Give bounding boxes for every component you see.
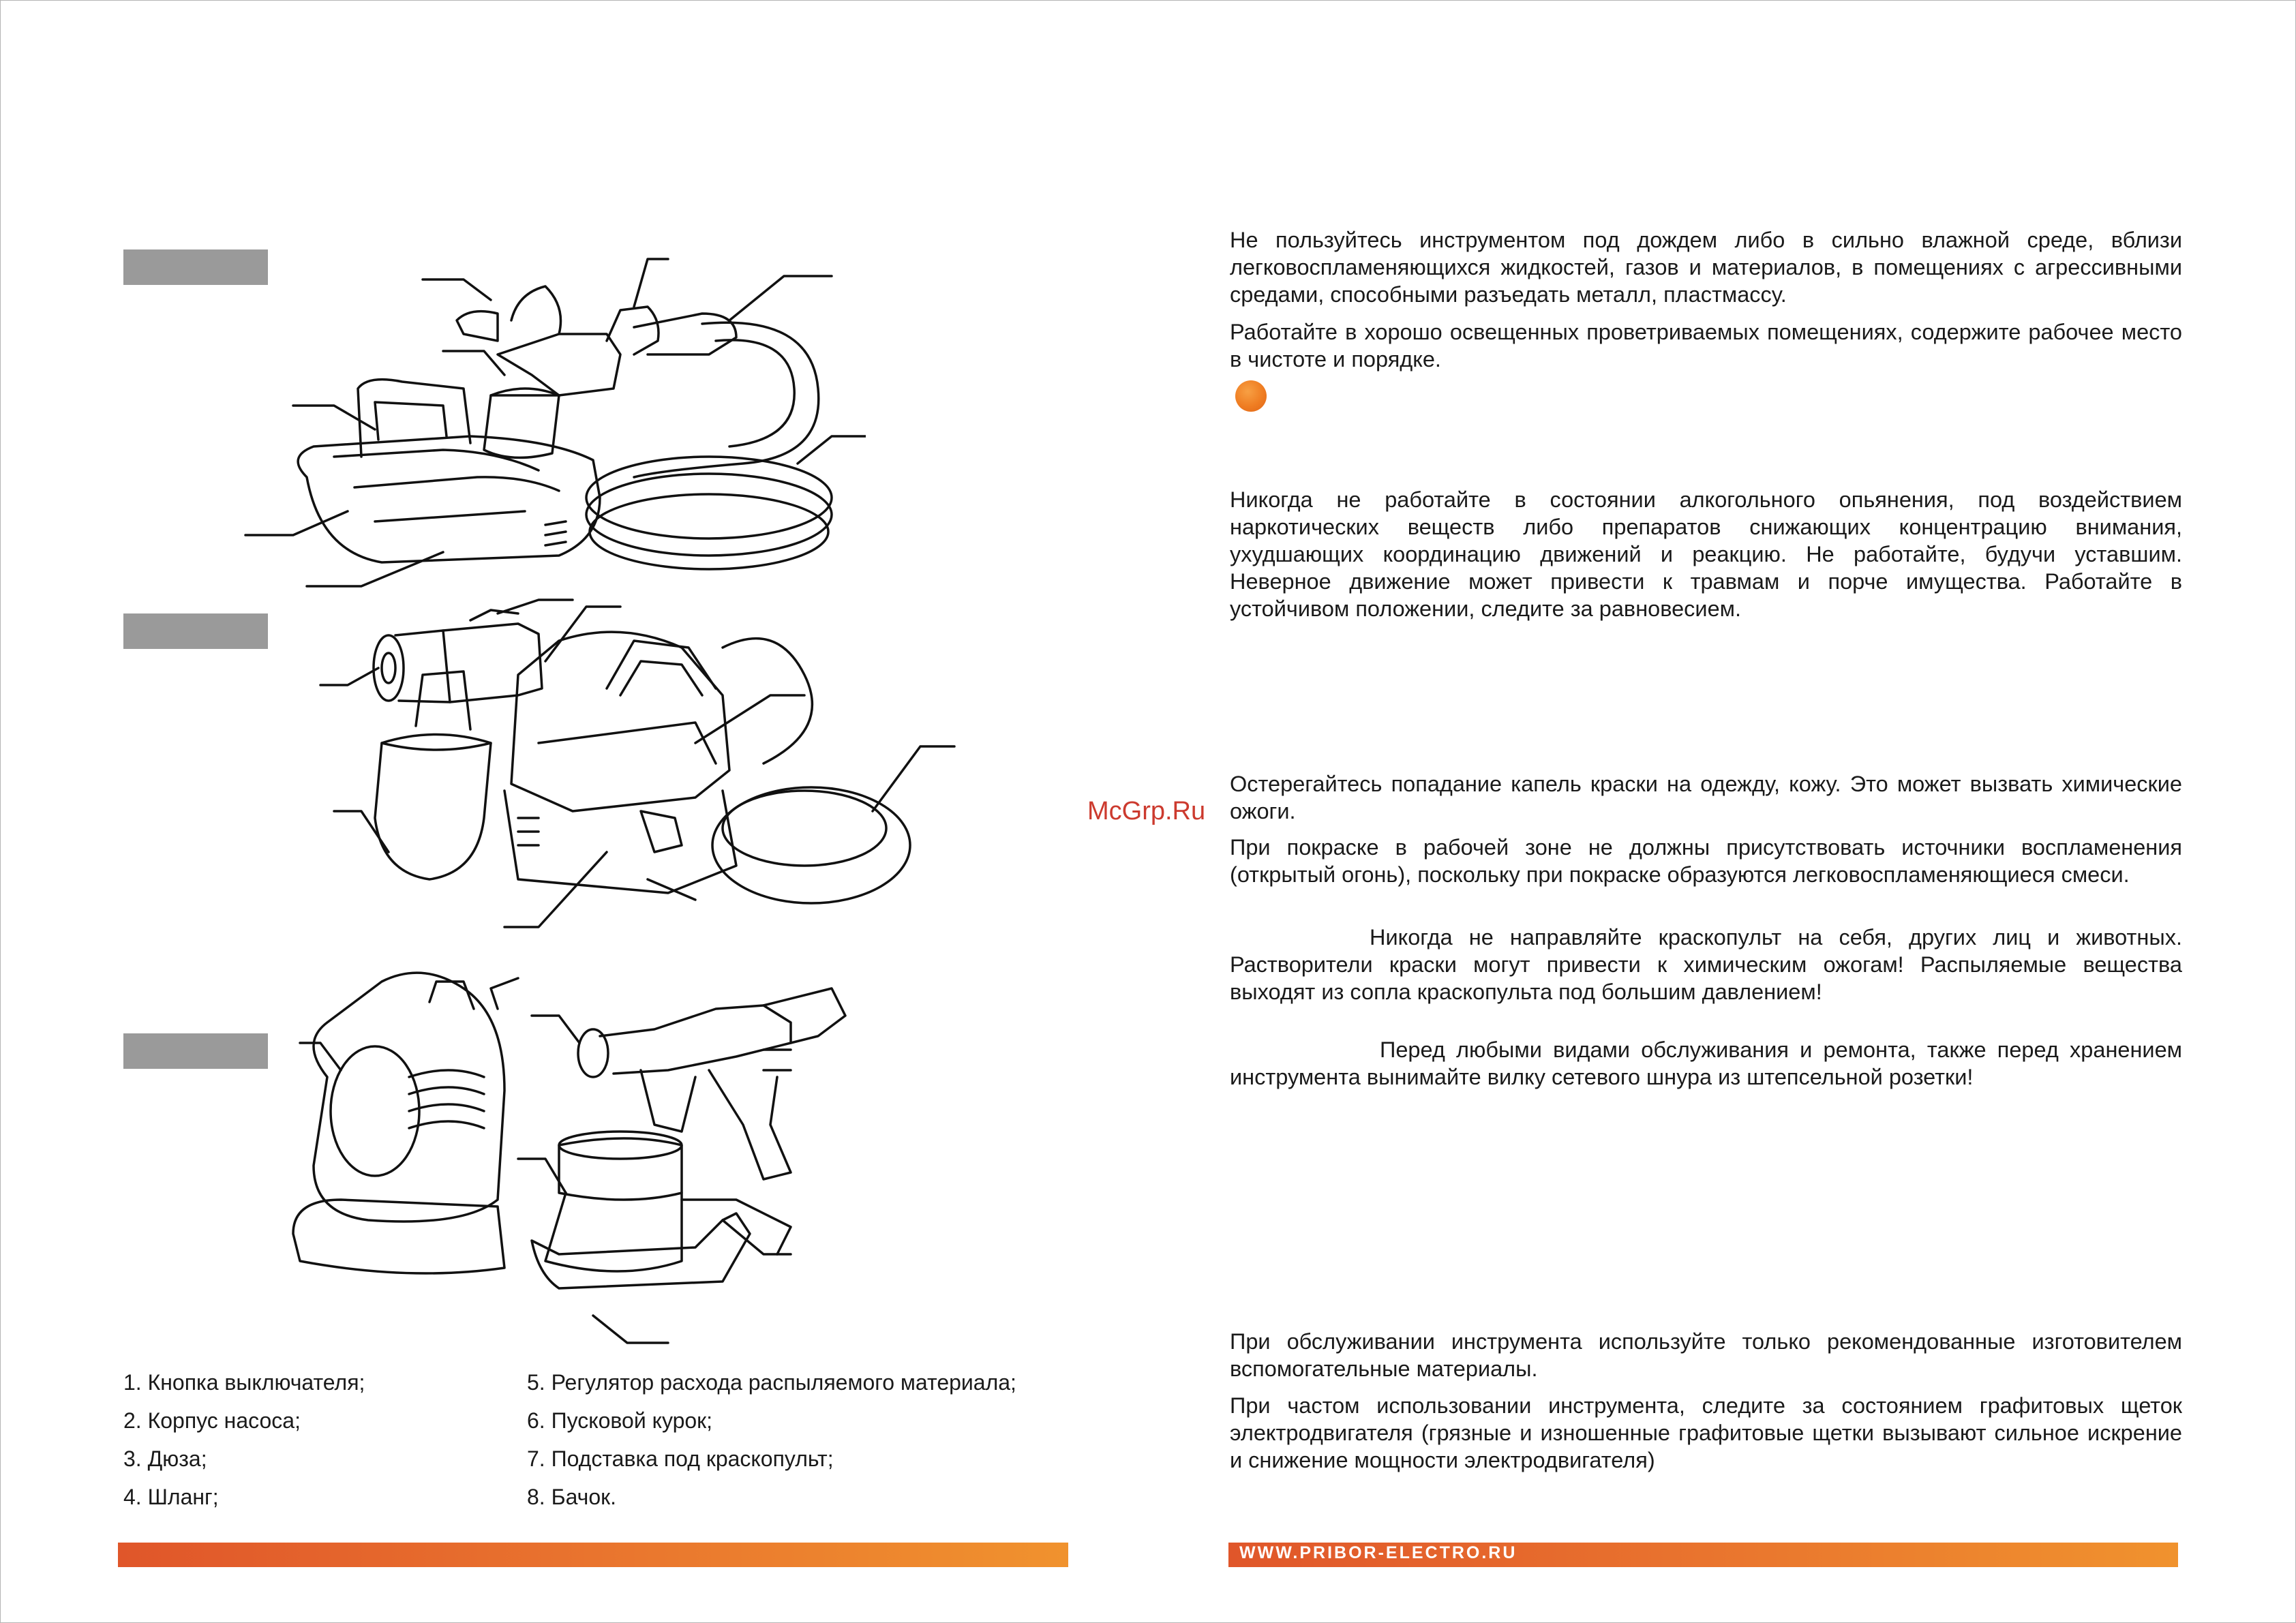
legend-item: 1. Кнопка выключателя;	[123, 1370, 365, 1395]
safety-paragraph-9: При частом использовании инструмента, следите за состоянием графитовых щеток электродвигателя (грязные и изношенные графитовые щетки вызывают сильное искрение и снижение мощности электродвигателя)	[1230, 1393, 2182, 1472]
figure-2-spray-unit	[314, 593, 968, 947]
legend-item: 2. Корпус насоса;	[123, 1408, 301, 1433]
footer-bar-left	[118, 1543, 1068, 1567]
figure-1-spray-station	[239, 252, 866, 593]
parts-legend-right	[527, 1363, 1016, 1516]
legend-item: 6. Пусковой курок;	[527, 1408, 713, 1433]
figure-3-disassembled	[273, 941, 873, 1377]
legend-item: 5. Регулятор расхода распыляемого материала;	[527, 1370, 1016, 1395]
legend-item: 4. Шланг;	[123, 1485, 219, 1509]
legend-item: 7. Подставка под краскопульт;	[527, 1446, 834, 1471]
safety-paragraph-3: Никогда не работайте в состоянии алкогольного опьянения, под воздействием наркотических веществ либо препаратов снижающих концентрацию внимания, ухудшающих координацию движений и реакцию. Не работайте, будучи уставшим. Неверное движение может привести к травмам и порче имущества. Работайте в устойчивом положении, следите за равновесием.	[1230, 487, 2182, 621]
safety-paragraph-5: При покраске в рабочей зоне не должны присутствовать источники воспламенения (открытый огонь), поскольку при покраске образуются легковоспламеняющиеся смеси.	[1230, 835, 2182, 887]
safety-paragraph-1: Не пользуйтесь инструментом под дождем либо в сильно влажной среде, вблизи легковоспламеняющихся жидкостей, газов и материалов, в помещениях с агрессивными средами, способными разъедать металл, пластмассу.	[1230, 228, 2182, 307]
figure-2-label-bar	[123, 613, 268, 649]
footer-url: WWW.PRIBOR-ELECTRO.RU	[1239, 1543, 1517, 1562]
parts-legend-left	[123, 1363, 365, 1516]
watermark: McGrp.Ru	[1087, 797, 1206, 825]
legend-item: 8. Бачок.	[527, 1485, 617, 1509]
legend-item: 3. Дюза;	[123, 1446, 207, 1471]
safety-paragraph-6: Никогда не направляйте краскопульт на себя, других лиц и животных. Растворители краски могут привести к химическим ожогам! Распыляемые вещества выходят из сопла краскопульта под большим давлением!	[1230, 925, 2182, 1004]
safety-paragraph-8: При обслуживании инструмента используйте только рекомендованные изготовителем вспомогательные материалы.	[1230, 1329, 2182, 1381]
safety-paragraph-2: Работайте в хорошо освещенных проветриваемых помещениях, содержите рабочее место в чистоте и порядке.	[1230, 320, 2182, 371]
safety-paragraph-4: Остерегайтесь попадание капель краски на одежду, кожу. Это может вызвать химические ожоги.	[1230, 772, 2182, 823]
safety-paragraph-7: Перед любыми видами обслуживания и ремонта, также перед хранением инструмента вынимайте вилку сетевого шнура из штепсельной розетки!	[1230, 1037, 2182, 1089]
orange-bullet-icon	[1235, 380, 1267, 412]
figure-3-label-bar	[123, 1033, 268, 1069]
